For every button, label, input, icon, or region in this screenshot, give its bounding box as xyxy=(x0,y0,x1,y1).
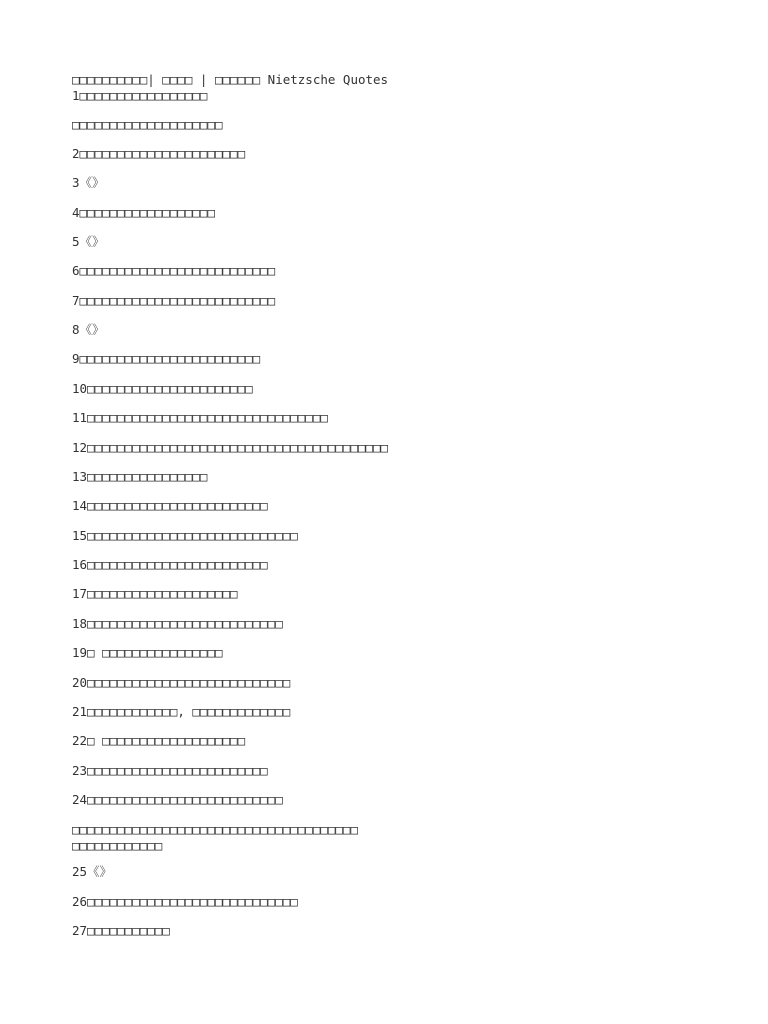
quote-entry-13: 13□□□□□□□□□□□□□□□□ xyxy=(72,469,208,484)
quote-entry-8: 8《》 xyxy=(72,322,105,337)
quote-entry-24: 24□□□□□□□□□□□□□□□□□□□□□□□□□□ xyxy=(72,792,283,807)
quote-entry-18: 18□□□□□□□□□□□□□□□□□□□□□□□□□□ xyxy=(72,616,283,631)
quote-entry-14: 14□□□□□□□□□□□□□□□□□□□□□□□□ xyxy=(72,498,268,513)
quote-entry-11: 11□□□□□□□□□□□□□□□□□□□□□□□□□□□□□□□□ xyxy=(72,410,328,425)
document-title: □□□□□□□□□□| □□□□ | □□□□□□ Nietzsche Quotes xyxy=(72,72,389,87)
quote-entry-10: 10□□□□□□□□□□□□□□□□□□□□□□ xyxy=(72,381,253,396)
quote-entry-2: 2□□□□□□□□□□□□□□□□□□□□□□ xyxy=(72,146,246,161)
quote-entry-17: 17□□□□□□□□□□□□□□□□□□□□ xyxy=(72,586,238,601)
quote-entry-16: 16□□□□□□□□□□□□□□□□□□□□□□□□ xyxy=(72,557,268,572)
quote-entry-26: 26□□□□□□□□□□□□□□□□□□□□□□□□□□□□ xyxy=(72,894,298,909)
quote-entry-19: 19□ □□□□□□□□□□□□□□□□ xyxy=(72,645,223,660)
quote-entry-22: 22□ □□□□□□□□□□□□□□□□□□□ xyxy=(72,733,246,748)
quote-entry-3: 3《》 xyxy=(72,175,105,190)
quote-entry-21: 21□□□□□□□□□□□□, □□□□□□□□□□□□□ xyxy=(72,704,291,719)
quote-entry-15: 15□□□□□□□□□□□□□□□□□□□□□□□□□□□□ xyxy=(72,528,298,543)
quote-entry-23: 23□□□□□□□□□□□□□□□□□□□□□□□□ xyxy=(72,763,268,778)
quote-entry-5: 5《》 xyxy=(72,234,105,249)
quote-entry-12: 12□□□□□□□□□□□□□□□□□□□□□□□□□□□□□□□□□□□□□□□□ xyxy=(72,440,389,455)
quote-entry-24-continued-2: □□□□□□□□□□□□ xyxy=(72,838,163,853)
quote-entry-9: 9□□□□□□□□□□□□□□□□□□□□□□□□ xyxy=(72,351,261,366)
quote-entry-7: 7□□□□□□□□□□□□□□□□□□□□□□□□□□ xyxy=(72,293,276,308)
quote-entry-1-continued: □□□□□□□□□□□□□□□□□□□□ xyxy=(72,117,223,132)
quote-entry-1: 1□□□□□□□□□□□□□□□□□ xyxy=(72,88,208,103)
quote-entry-27: 27□□□□□□□□□□□ xyxy=(72,923,170,938)
quote-entry-20: 20□□□□□□□□□□□□□□□□□□□□□□□□□□□ xyxy=(72,675,291,690)
quote-entry-4: 4□□□□□□□□□□□□□□□□□□ xyxy=(72,205,215,220)
document-body xyxy=(72,72,732,938)
quote-entry-6: 6□□□□□□□□□□□□□□□□□□□□□□□□□□ xyxy=(72,263,276,278)
quote-entry-25: 25《》 xyxy=(72,864,113,879)
quote-entry-24-continued: □□□□□□□□□□□□□□□□□□□□□□□□□□□□□□□□□□□□□□ xyxy=(72,822,358,837)
